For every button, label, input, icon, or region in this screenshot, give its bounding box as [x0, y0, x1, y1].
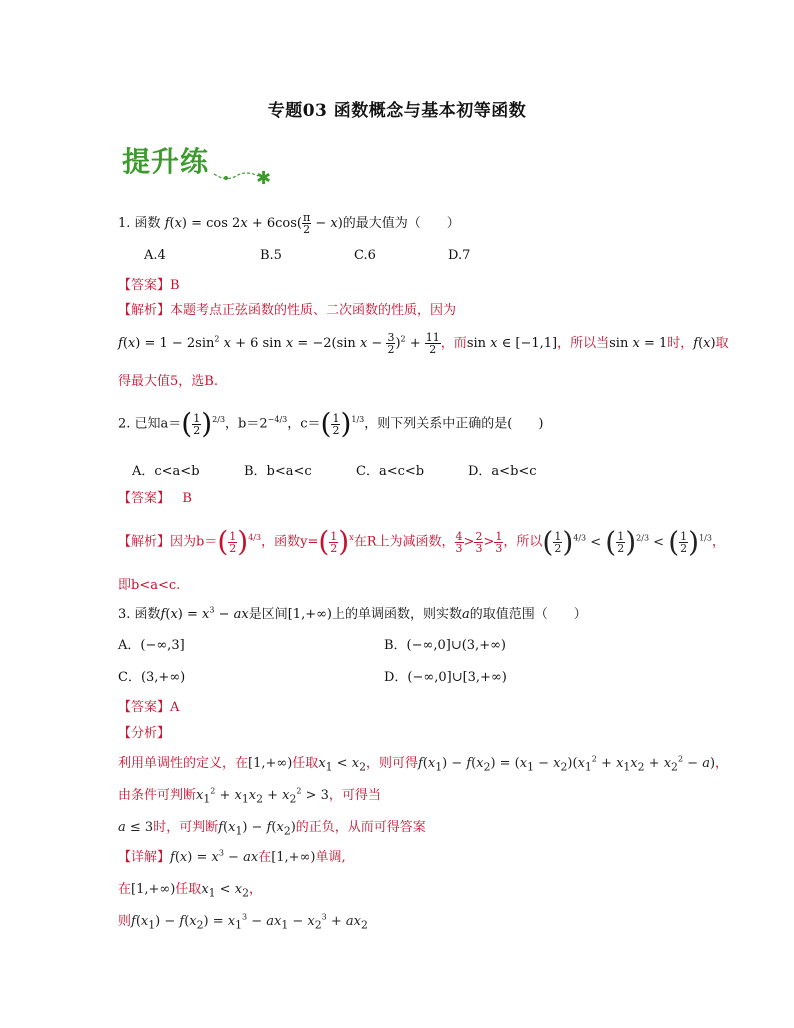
q1-stem: 1. 函数 f(x) = cos 2x + 6cos( $\frac{\pi}{2}$ − x)的最大值为（ ） [118, 211, 460, 236]
q2-analysis: 【解析】因为b＝( $\frac{1}{2}$ )$^{4/3}$，函数y=( $\frac{1}{2}$ )$^x$在R上为减函数， $\frac{4}{3}$ > $\frac{2}{3}$ > $\frac{1}{3}$ ，所以( $\frac{1}{2}$ )$^{4/3}$ < ( $\frac{1}{2}$ )$^{2/3}$ < ( $\frac{1}{2}$ )$^{1/3}$， [118, 525, 725, 558]
q1-analysis: 【解析】本题考点正弦函数的性质、二次函数的性质，因为 [118, 303, 457, 318]
q3-options [118, 634, 678, 684]
q1-formula: f [164, 216, 170, 231]
q2-answer: 【答案】 B [118, 491, 192, 506]
vine-decoration-icon [118, 138, 278, 190]
q1-analysis-end: 得最大值5，选B. [118, 374, 218, 389]
q3-detail-1: 【详解】$f(x) = x^3$ − ax在[1,+∞)单调, [118, 848, 346, 865]
q1-option-c: C.6 [354, 248, 376, 263]
q3-analysis-head: 【分析】 [118, 726, 171, 741]
q2-stem: 2. 已知a＝( $\frac{1}{2}$ )$^{2/3}$，$b=2^{-4/3}$，c＝( $\frac{1}{2}$ )$^{1/3}$，则下列关系中正确的是( ) [118, 407, 544, 440]
q3-option-c: C．(3,+∞) [118, 670, 186, 685]
q3-stem: 3. 函数$f(x) = x^3$ − ax是区间[1,+∞)上的单调函数，则实数a的取值范围（ ） [118, 605, 587, 622]
q2-analysis-end: 即b<a<c. [118, 578, 181, 593]
section-logo [118, 138, 278, 190]
q3-option-a: A．(−∞,3] [118, 638, 185, 653]
q1-answer: 【答案】B [118, 278, 180, 293]
q3-option-b: B．(−∞,0]∪(3,+∞) [384, 638, 506, 653]
q1-options [118, 248, 678, 266]
q2-options [118, 460, 678, 478]
logo-text: 提升练 [122, 145, 210, 178]
q3-detail-3: 则$f(x_1) - f(x_2) = x_1^3 - ax_1 - x_2^3 + ax_2$ [118, 912, 368, 932]
q3-analysis-p2: 由条件可判断$x_1^2 + x_1x_2 + x_2^2 > 3$，可得当 [118, 786, 381, 806]
q3-answer: 【答案】A [118, 700, 180, 715]
q2-option-c: C．a<c<b [356, 464, 425, 479]
q3-analysis-p3: a ≤ 3时，可判断$f(x_1) - f(x_2)$的正负，从而可得答案 [118, 820, 426, 838]
page-title: 专题03 函数概念与基本初等函数 [267, 101, 527, 121]
q2-option-a: A．c<a<b [132, 464, 200, 479]
svg-text:✱: ✱ [256, 168, 272, 189]
q3-option-d: D．(−∞,0]∪[3,+∞) [384, 670, 507, 685]
q1-option-a: A.4 [144, 248, 166, 263]
q1-analysis-formula: $f(x) = 1 - 2\sin^2$ x + 6 sin x = −2(sin x − $\frac{3}{2}$ )$^2$ + $\frac{11}{2}$ ，而sin x ∈ [−1,1]，所以当sin x = 1时，f(x)取 [118, 331, 729, 356]
q1-option-b: B.5 [260, 248, 282, 263]
q2-option-d: D．a<b<c [468, 464, 537, 479]
q2-option-b: B．b<a<c [244, 464, 312, 479]
q1-option-d: D.7 [448, 248, 471, 263]
q3-detail-2: 在[1,+∞)任取$x_1 < x_2$， [118, 882, 262, 900]
q3-analysis-p1: 利用单调性的定义，在[1,+∞)任取$x_1 < x_2$，则可得$f(x_1) - f(x_2) = (x_1 - x_2)(x_1^2 + x_1x_2 + x_2^2 - a)$， [118, 754, 729, 774]
